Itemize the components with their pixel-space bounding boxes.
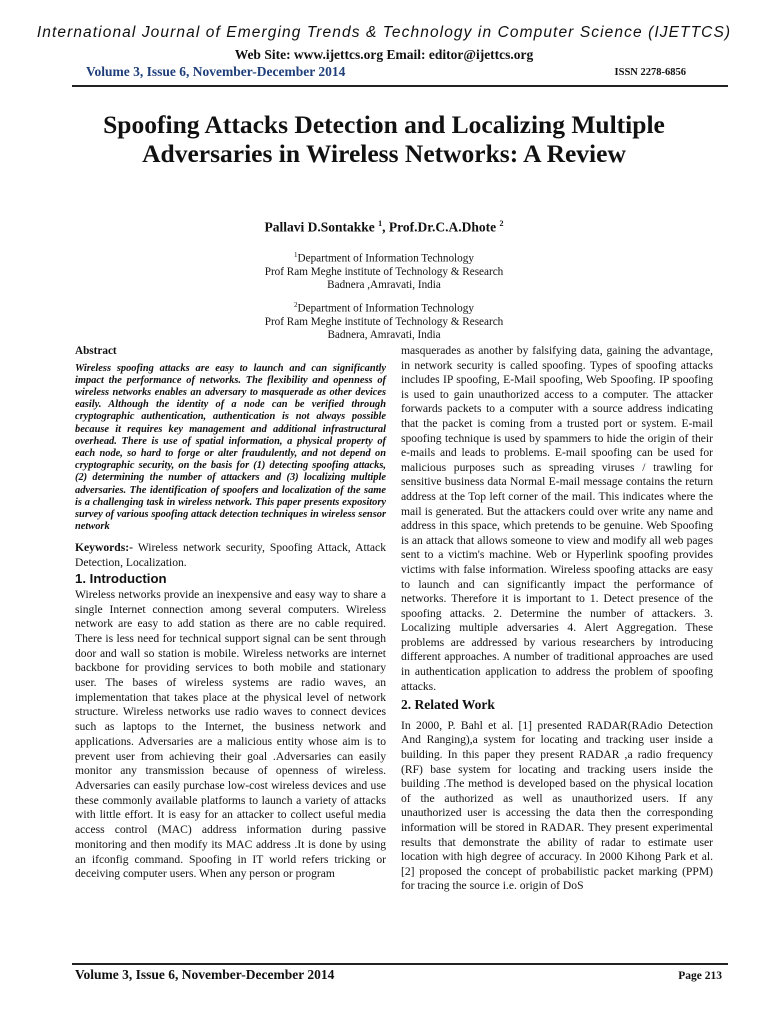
author-2-superscript: 2 [499, 219, 504, 228]
affiliation-1-department: Department of Information Technology [297, 252, 474, 265]
affiliation-2-superscript: 2 [294, 301, 298, 309]
author-1: Pallavi D.Sontakke [264, 219, 375, 235]
affiliation-1 [0, 249, 768, 293]
affiliation-1-superscript: 1 [294, 251, 298, 259]
left-column [75, 344, 386, 882]
header-volume: Volume 3, Issue 6, November-December 2014 [86, 64, 346, 79]
footer-rule [72, 963, 728, 965]
right-column [401, 344, 713, 894]
issn: ISSN 2278-6856 [614, 67, 686, 78]
related-work-heading: 2. Related Work [401, 697, 495, 713]
author-1-superscript: 1 [378, 219, 383, 228]
abstract-text: Wireless spoofing attacks are easy to launch and can significantly impact the performance of networks. The flexibility and openness of wireless networks enables an adversary to masquerade as other devices easily. Although the identity of a node can be verified through cryptographic authentication, authentication is not always possible because it requires key management and additional infrastructural overhead. There is use of spatial information, a physical property of each node, so hard to forge or alter fraudulently, and not depend on cryptographic security, on the basis for (1) detecting spoofing attacks, (2) determining the number of attackers and (3) localizing multiple adversaries. The identification of spoofers and localization of the same is a challenging task in wireless network. This paper presents expository survey of various spoofing attack detection techniques in wireless sensor network [75, 362, 386, 533]
paper-title: Spoofing Attacks Detection and Localizing Multiple Adversaries in Wireless Networks: A Review [103, 110, 665, 168]
author-separator: , [382, 219, 389, 235]
introduction-heading: 1. Introduction [75, 571, 167, 587]
keywords-label: Keywords:- [75, 541, 133, 555]
journal-website: Web Site: www.ijettcs.org Email: editor@ijettcs.org [234, 47, 534, 62]
footer-volume: Volume 3, Issue 6, November-December 2014 [75, 967, 335, 982]
related-work-text: In 2000, P. Bahl et al. [1] presented RADAR(RAdio Detection And Ranging),a system for locating and tracking user inside a building. In this paper they present RADAR ,a radio frequency (RF) base system for locating and tracking users inside the building .The method is developed based on the physical location of the authorized as well as unauthorized users. If any unauthorized user is accessing the data then the corresponding information will be stored in RADAR. They present experimental results that demonstrate the ability of radar to estimate user location with high degree of accuracy. In 2000 Kihong Park et al. [2] proposed the concept of probabilistic packet marking (PPM) for tracing the source i.e. origin of DoS [401, 718, 713, 893]
introduction-text-right: masquerades as another by falsifying data, gaining the advantage, in network security is called spoofing. Types of spoofing attacks includes IP spoofing, E-Mail spoofing, Web Spoofing. IP spoofing is used to gain unauthorized access to a computer. The attacker forwards packets to a computer with a source address indicating that the packet is coming from a trusted port or system. E-mail spoofing technique is used by spammers to hide the origin of their e-mails and leads to problems. E-mail spoofing can be used for malicious purposes such as spreading viruses / trawling for sensitive business data Normal E-mail message contains the return address at the Top left corner of the mail. This indicates where the mail is generated. But the attackers could over write any name and address in this space, which pretends to be genuine. Web Spoofing is an attack that allows someone to view and modify all web pages sent to a victim's machine. Web or Hyperlink spoofing provides victims with false information. Wireless spoofing attacks are easy to launch and can significantly impact the performance of networks. Therefore it is important to 1. Detect presence of the spoofing attacks. 2. Determine the number of attackers. 3. Localizing multiple adversaries 4. Alert Aggregation. These problems are addressed by various researchers by introducing different approaches. A number of traditional approaches are used in authentication application to address the problem of spoofing attacks. [401, 344, 713, 693]
affiliation-1-institute: Prof Ram Meghe institute of Technology & Research [264, 266, 504, 279]
keywords-text: Wireless network security, Spoofing Attack, Attack Detection, Localization. [75, 541, 386, 569]
affiliation-2-department: Department of Information Technology [297, 302, 474, 315]
author-line [0, 219, 768, 236]
affiliation-1-location: Badnera ,Amravati, India [327, 279, 441, 292]
affiliation-2 [0, 299, 768, 343]
affiliation-2-location: Badnera, Amravati, India [327, 329, 441, 342]
page-number: Page 213 [678, 970, 722, 982]
author-2: Prof.Dr.C.A.Dhote [388, 219, 497, 235]
keywords [75, 541, 386, 570]
abstract-heading: Abstract [75, 345, 117, 357]
affiliation-2-institute: Prof Ram Meghe institute of Technology & Research [264, 316, 504, 329]
header-rule [72, 85, 728, 87]
introduction-text-left: Wireless networks provide an inexpensive and easy way to share a single Internet connection among several computers. Wireless network are easy to add station as there are no cable required. There is less need for technical support signal can be sent through door and wall so station is mobile. Wireless networks are internet backbone for providing services to both mobile and stationary user. The bases of wireless systems are radio waves, an implementation that takes place at the physical level of network structure. Wireless networks use radio waves to connect devices such as laptops to the Internet, the business network and applications. Adversaries are a malicious entity whose aim is to prevent user from achieving their goal .Adversaries can easily monitor any transmission because of openness of wireless. Adversaries can easily purchase low-cost wireless devices and use these commonly available platforms to launch a variety of attacks with little effort. It is easy for an attacker to collect useful media access control (MAC) address information during passive monitoring and then modify its MAC address .It is done by using an ifconfig command. Spoofing in IT world refers tricking or deceiving computer users. When any person or program [75, 587, 386, 881]
journal-title: International Journal of Emerging Trends & Technology in Computer Science (IJETTCS) [36, 24, 732, 41]
